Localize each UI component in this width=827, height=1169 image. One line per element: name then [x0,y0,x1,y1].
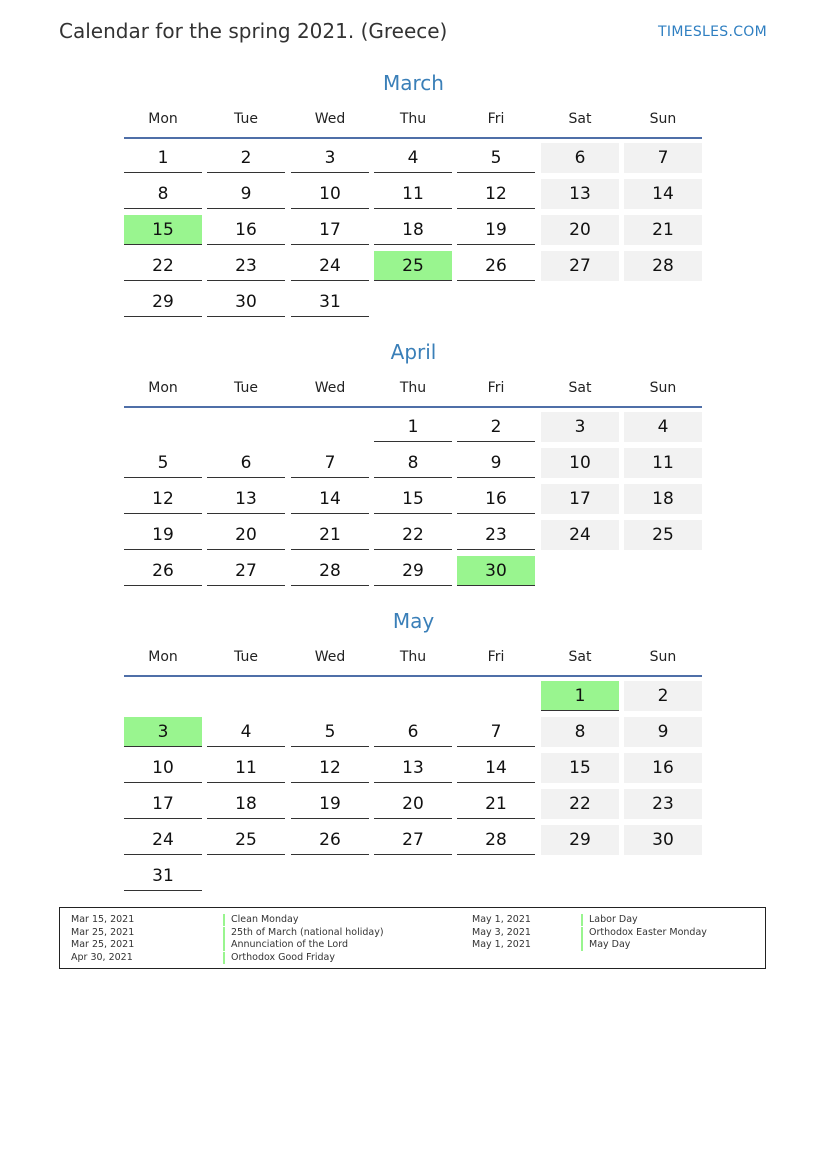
weekday-header: Tue [234,380,258,396]
day-cell: 13 [207,484,285,514]
day-cell: 24 [291,251,369,281]
day-cell: 13 [541,179,619,209]
day-cell: 31 [291,287,369,317]
day-cell: 9 [207,179,285,209]
day-cell: 9 [457,448,535,478]
day-cell: 14 [624,179,702,209]
day-cell: 1 [374,412,452,442]
day-cell: 20 [541,215,619,245]
weekday-header: Thu [399,649,427,665]
day-cell: 6 [541,143,619,173]
day-cell: 27 [207,556,285,586]
day-cell: 15 [124,215,202,245]
day-cell: 2 [624,681,702,711]
holiday-legend [59,907,766,969]
day-cell: 20 [374,789,452,819]
weekday-header: Thu [399,380,427,396]
legend-date: May 1, 2021 [472,914,531,925]
day-cell: 10 [291,179,369,209]
header-divider [124,406,702,408]
day-cell: 2 [207,143,285,173]
day-cell: 28 [624,251,702,281]
day-cell: 6 [374,717,452,747]
day-cell: 28 [457,825,535,855]
day-cell: 3 [291,143,369,173]
legend-date: Mar 25, 2021 [71,926,135,938]
weekday-header: Sun [649,380,677,396]
month-title: March [383,71,444,95]
legend-holiday-name: Annunciation of the Lord [223,939,348,951]
day-cell: 28 [291,556,369,586]
weekday-header: Wed [314,380,346,396]
day-cell: 5 [457,143,535,173]
day-cell: 16 [457,484,535,514]
month-title: May [392,609,435,633]
legend-date: May 1, 2021 [472,939,531,950]
day-cell: 5 [291,717,369,747]
legend-holiday-name: Orthodox Easter Monday [581,927,707,939]
day-cell: 5 [124,448,202,478]
day-cell: 6 [207,448,285,478]
weekday-header: Wed [314,111,346,127]
day-cell: 17 [124,789,202,819]
day-cell: 1 [541,681,619,711]
weekday-header: Fri [487,649,505,665]
day-cell: 18 [374,215,452,245]
day-cell: 23 [457,520,535,550]
day-cell: 18 [624,484,702,514]
weekday-header: Sat [568,649,592,665]
legend-holiday-name: Labor Day [581,914,638,926]
legend-date: Mar 15, 2021 [71,914,135,925]
weekday-header: Mon [148,649,178,665]
day-cell: 13 [374,753,452,783]
weekday-header: Mon [148,111,178,127]
day-cell: 25 [374,251,452,281]
day-cell: 18 [207,789,285,819]
day-cell: 22 [541,789,619,819]
day-cell: 10 [124,753,202,783]
day-cell: 11 [207,753,285,783]
header-divider [124,675,702,677]
day-cell: 23 [207,251,285,281]
day-cell: 26 [291,825,369,855]
day-cell: 12 [291,753,369,783]
legend-holiday-name: Orthodox Good Friday [223,952,335,964]
day-cell: 26 [457,251,535,281]
day-cell: 19 [291,789,369,819]
weekday-header: Fri [487,380,505,396]
day-cell: 21 [457,789,535,819]
legend-date: Mar 25, 2021 [71,939,135,950]
day-cell: 24 [541,520,619,550]
day-cell: 27 [541,251,619,281]
page-title: Calendar for the spring 2021. (Greece) [59,19,448,43]
day-cell: 22 [374,520,452,550]
legend-date: May 3, 2021 [472,926,531,938]
legend-holiday-name: May Day [581,939,630,951]
day-cell: 26 [124,556,202,586]
day-cell: 14 [291,484,369,514]
day-cell: 16 [624,753,702,783]
day-cell: 12 [457,179,535,209]
day-cell: 10 [541,448,619,478]
weekday-header: Tue [234,649,258,665]
legend-holiday-name: 25th of March (national holiday) [223,927,384,939]
header-divider [124,137,702,139]
day-cell: 11 [624,448,702,478]
day-cell: 16 [207,215,285,245]
weekday-header: Sun [649,649,677,665]
day-cell: 11 [374,179,452,209]
day-cell: 12 [124,484,202,514]
day-cell: 4 [207,717,285,747]
day-cell: 14 [457,753,535,783]
legend-date: Apr 30, 2021 [71,951,133,963]
day-cell: 7 [457,717,535,747]
legend-holiday-name: Clean Monday [223,914,298,926]
day-cell: 30 [457,556,535,586]
day-cell: 25 [624,520,702,550]
day-cell: 29 [124,287,202,317]
day-cell: 8 [124,179,202,209]
day-cell: 2 [457,412,535,442]
day-cell: 4 [374,143,452,173]
weekday-header: Wed [314,649,346,665]
day-cell: 1 [124,143,202,173]
day-cell: 4 [624,412,702,442]
day-cell: 30 [624,825,702,855]
day-cell: 23 [624,789,702,819]
day-cell: 24 [124,825,202,855]
day-cell: 31 [124,861,202,891]
day-cell: 25 [207,825,285,855]
month-title: April [390,340,437,364]
day-cell: 20 [207,520,285,550]
weekday-header: Sat [568,380,592,396]
day-cell: 8 [541,717,619,747]
day-cell: 19 [124,520,202,550]
brand-link[interactable]: TIMESLES.COM [658,24,767,40]
weekday-header: Fri [487,111,505,127]
day-cell: 21 [291,520,369,550]
day-cell: 17 [541,484,619,514]
day-cell: 30 [207,287,285,317]
day-cell: 7 [291,448,369,478]
day-cell: 27 [374,825,452,855]
day-cell: 29 [374,556,452,586]
day-cell: 3 [541,412,619,442]
day-cell: 15 [374,484,452,514]
day-cell: 8 [374,448,452,478]
day-cell: 17 [291,215,369,245]
weekday-header: Tue [234,111,258,127]
day-cell: 22 [124,251,202,281]
weekday-header: Sat [568,111,592,127]
weekday-header: Mon [148,380,178,396]
day-cell: 3 [124,717,202,747]
day-cell: 19 [457,215,535,245]
day-cell: 21 [624,215,702,245]
day-cell: 7 [624,143,702,173]
day-cell: 15 [541,753,619,783]
weekday-header: Sun [649,111,677,127]
day-cell: 29 [541,825,619,855]
weekday-header: Thu [399,111,427,127]
day-cell: 9 [624,717,702,747]
